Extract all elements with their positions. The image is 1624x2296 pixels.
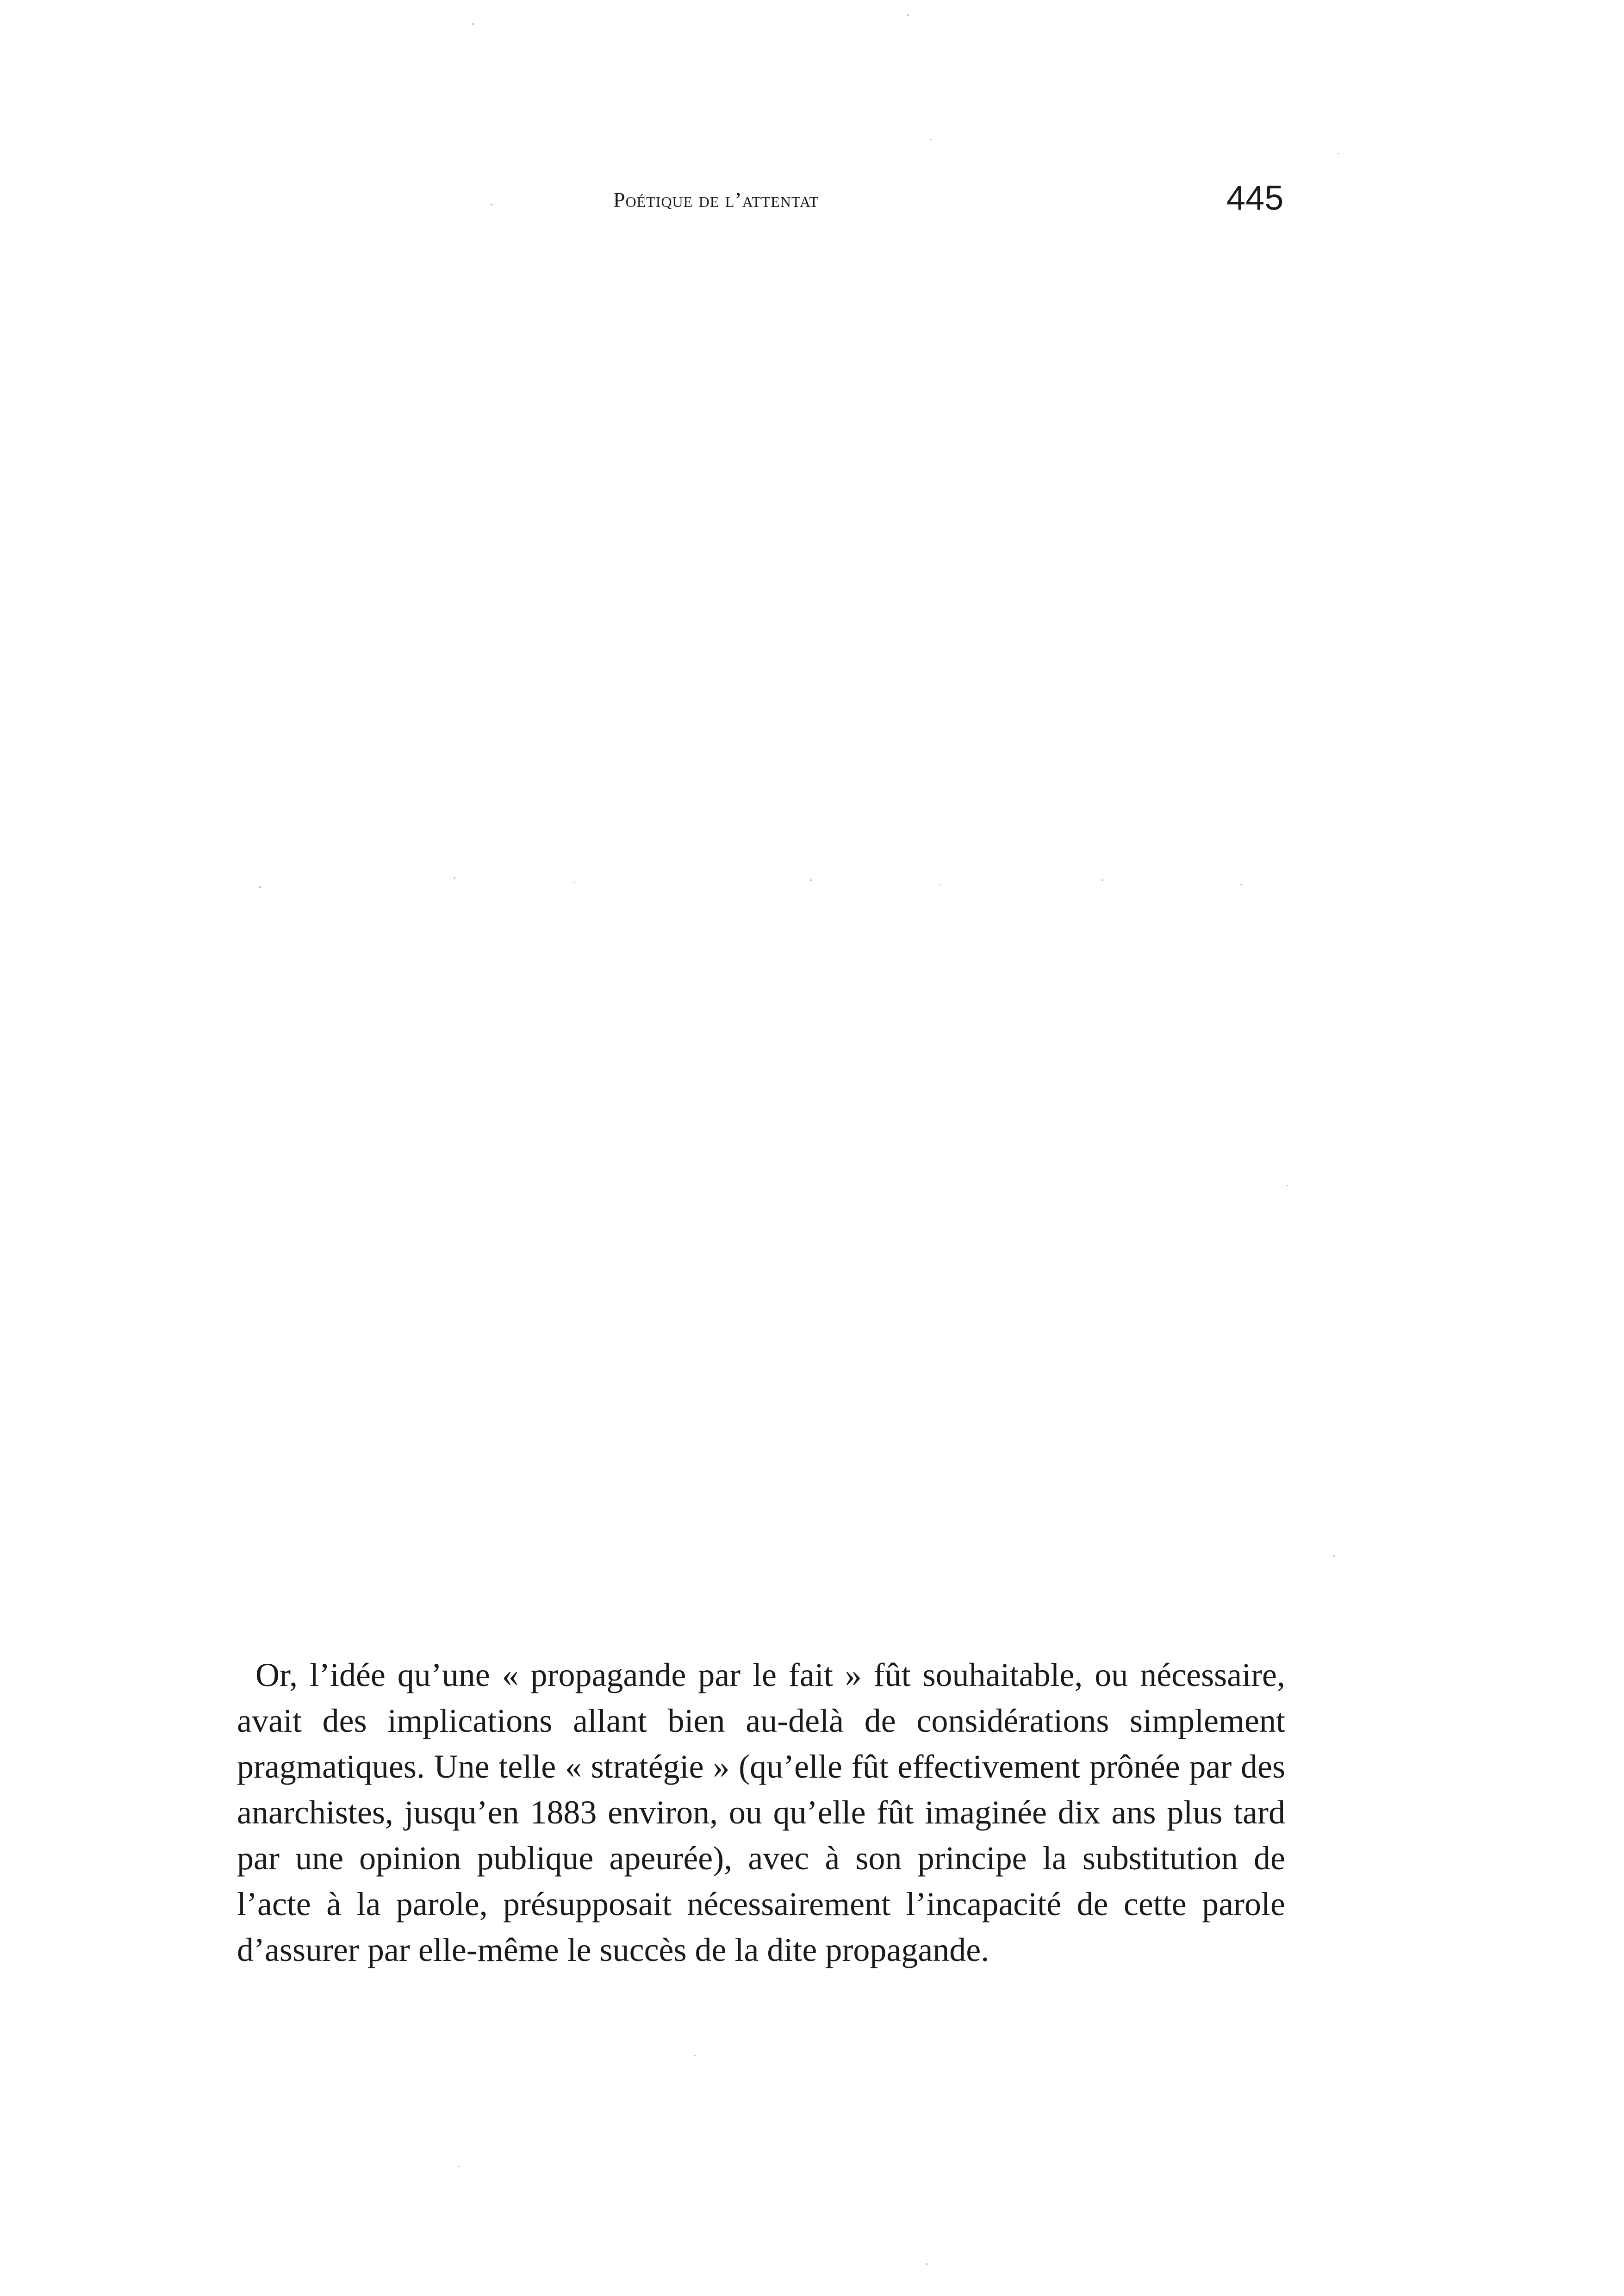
page-number: 445	[1226, 179, 1284, 217]
body-paragraph: Or, l’idée qu’une « propagande par le fait » fût souhaitable, ou nécessaire, avait des implications allant bien au-delà de considérations simplement pragmatiques. Une telle « stratégie » (qu’elle fût effectivement prônée par des anarchistes, jusqu’en 1883 environ, ou qu’elle fût imaginée dix ans plus tard par une opinion publique apeurée), avec à son principe la substitution de l’acte à la parole, présupposait nécessairement l’incapacité de cette parole d’assurer par elle-même le succès de la dite propagande.	[237, 1656, 1285, 1968]
running-head: Poétique de l’attentat	[613, 188, 819, 212]
